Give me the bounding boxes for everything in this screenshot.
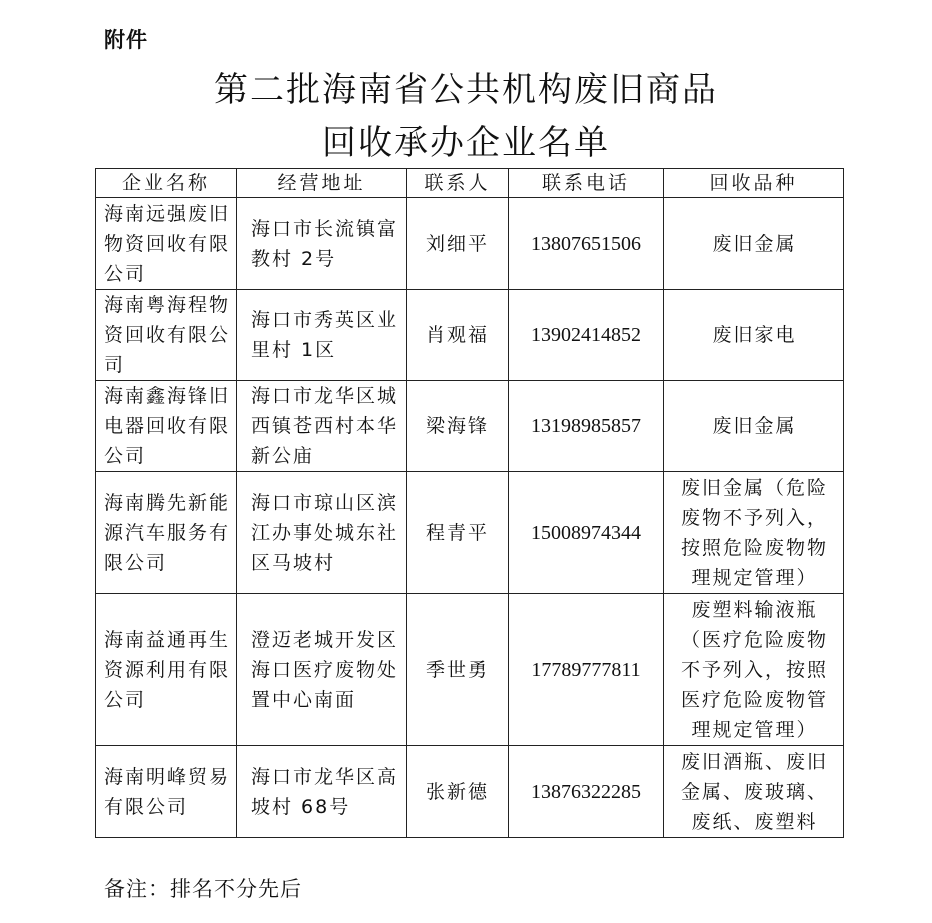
address-cell: 海口市琼山区滨江办事处城东社区马坡村 (237, 472, 407, 594)
table-row (96, 198, 844, 290)
contact-cell: 肖观福 (407, 290, 509, 381)
category-cell: 废塑料输液瓶（医疗危险废物不予列入，按照医疗危险废物管理规定管理） (664, 594, 844, 746)
contact-cell: 程青平 (407, 472, 509, 594)
address-cell: 海口市秀英区业里村 1区 (237, 290, 407, 381)
address-cell: 海口市龙华区城西镇苍西村本华新公庙 (237, 381, 407, 472)
document-title-line2: 回收承办企业名单 (322, 123, 610, 163)
category-cell: 废旧金属 (664, 381, 844, 472)
company-name-cell: 海南远强废旧物资回收有限公司 (96, 198, 237, 290)
attachment-label: 附件 (104, 28, 148, 52)
table-row (96, 472, 844, 594)
header-contact: 联系人 (407, 169, 509, 198)
company-name-cell: 海南粤海程物资回收有限公司 (96, 290, 237, 381)
phone-cell: 13807651506 (509, 198, 664, 290)
footnote-remark: 备注：排名不分先后 (104, 877, 302, 901)
category-cell: 废旧金属 (664, 198, 844, 290)
company-name-cell: 海南鑫海锋旧电器回收有限公司 (96, 381, 237, 472)
phone-cell: 13902414852 (509, 290, 664, 381)
header-address: 经营地址 (237, 169, 407, 198)
contact-cell: 梁海锋 (407, 381, 509, 472)
address-cell: 海口市龙华区高坡村 68号 (237, 746, 407, 838)
header-company-name: 企业名称 (96, 169, 237, 198)
address-cell: 澄迈老城开发区海口医疗废物处置中心南面 (237, 594, 407, 746)
category-cell: 废旧酒瓶、废旧金属、废玻璃、废纸、废塑料 (664, 746, 844, 838)
contact-cell: 张新德 (407, 746, 509, 838)
contact-cell: 季世勇 (407, 594, 509, 746)
header-phone: 联系电话 (509, 169, 664, 198)
address-cell: 海口市长流镇富教村 2号 (237, 198, 407, 290)
category-cell: 废旧家电 (664, 290, 844, 381)
company-table (95, 168, 844, 838)
company-name-cell: 海南益通再生资源利用有限公司 (96, 594, 237, 746)
header-category: 回收品种 (664, 169, 844, 198)
phone-cell: 13876322285 (509, 746, 664, 838)
phone-cell: 15008974344 (509, 472, 664, 594)
company-name-cell: 海南腾先新能源汽车服务有限公司 (96, 472, 237, 594)
contact-cell: 刘细平 (407, 198, 509, 290)
phone-cell: 13198985857 (509, 381, 664, 472)
table-row (96, 594, 844, 746)
document-title-line1: 第二批海南省公共机构废旧商品 (214, 70, 718, 110)
company-name-cell: 海南明峰贸易有限公司 (96, 746, 237, 838)
table-row (96, 381, 844, 472)
phone-cell: 17789777811 (509, 594, 664, 746)
category-cell: 废旧金属（危险废物不予列入，按照危险废物物理规定管理） (664, 472, 844, 594)
table-header-row (96, 169, 844, 198)
table-row (96, 290, 844, 381)
table-row (96, 746, 844, 838)
